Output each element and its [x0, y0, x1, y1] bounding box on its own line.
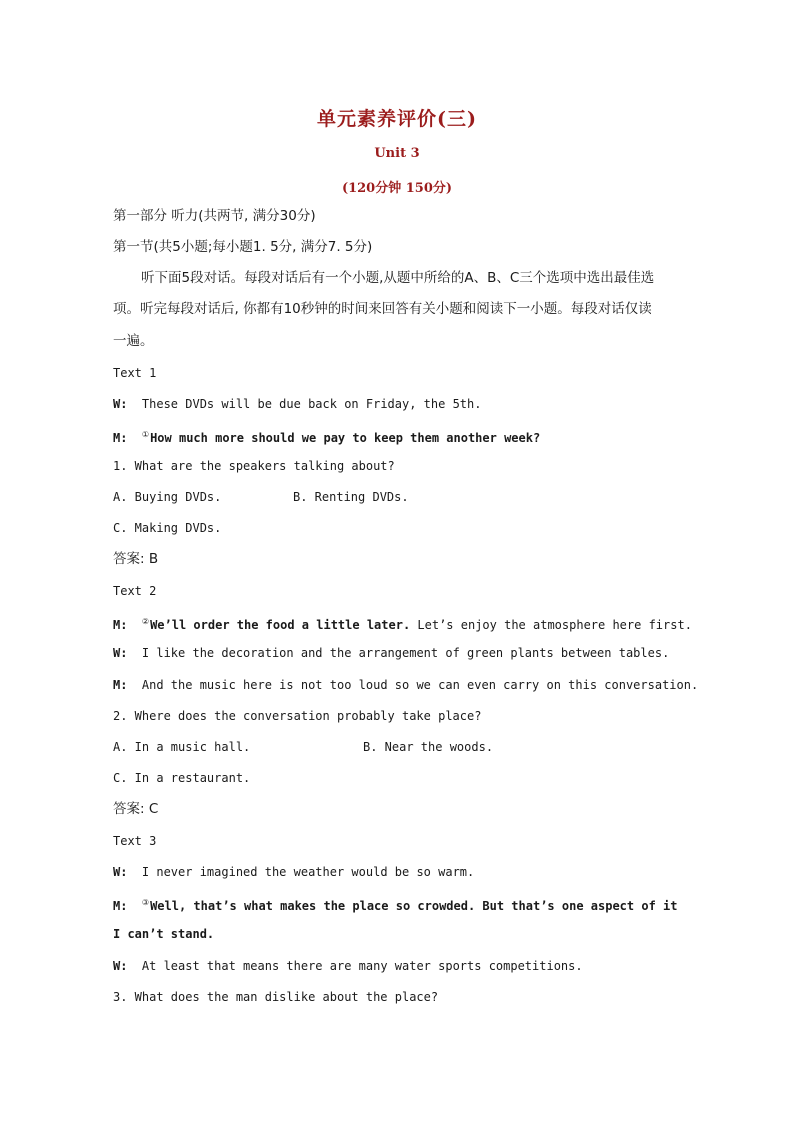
- page-title: 单元素养评价(三): [317, 108, 477, 130]
- text2-label: Text 2: [113, 584, 157, 598]
- dialogue-line: [113, 613, 692, 634]
- dialogue-text: And the music here is not too loud so we can even carry on this conversation.: [141, 678, 699, 692]
- speaker-label: M:: [113, 899, 128, 913]
- option-b: B. Near the woods.: [363, 740, 494, 754]
- unit-label: Unit 3: [374, 146, 420, 161]
- section-heading: 第一节(共5小题;每小题1. 5分, 满分7. 5分): [113, 239, 373, 255]
- dialogue-text-bold-cont: I can’t stand.: [113, 927, 215, 941]
- dialogue-line: [113, 894, 683, 915]
- dialogue-text: I like the decoration and the arrangement of green plants between tables.: [141, 646, 670, 660]
- footnote-marker: ③: [141, 898, 150, 907]
- dialogue-text-bold: Well, that’s what makes the place so crowded. But that’s one aspect of it: [150, 899, 678, 913]
- option-c: C. In a restaurant.: [113, 771, 251, 785]
- dialogue-text: I never imagined the weather would be so warm.: [141, 865, 475, 879]
- time-score-label: (120分钟 150分): [341, 181, 453, 196]
- dialogue-line: [113, 957, 683, 975]
- dialogue-line: [113, 863, 683, 881]
- dialogue-text: Let’s enjoy the atmosphere here first.: [410, 618, 692, 632]
- options-row: [113, 488, 683, 506]
- instruction-line-1: 听下面5段对话。每段对话后有一个小题,从题中所给的A、B、C三个选项中选出最佳选: [141, 270, 655, 286]
- speaker-label: M:: [113, 618, 128, 632]
- option-a: A. Buying DVDs.: [113, 490, 222, 504]
- dialogue-text-bold: We’ll order the food a little later.: [150, 618, 411, 632]
- footnote-marker: ①: [141, 430, 150, 439]
- speaker-label: W:: [113, 865, 128, 879]
- dialogue-line: [113, 426, 683, 447]
- part-heading: 第一部分 听力(共两节, 满分30分): [113, 208, 316, 224]
- footnote-marker: ②: [141, 617, 150, 626]
- text3-label: Text 3: [113, 834, 157, 848]
- instruction-line-2: 项。听完每段对话后, 你都有10秒钟的时间来回答有关小题和阅读下一小题。每段对话仅读: [113, 301, 652, 317]
- option-b: B. Renting DVDs.: [293, 490, 409, 504]
- options-row: [113, 738, 683, 756]
- instruction-line-3: 一遍。: [113, 333, 154, 349]
- question-2: 2. Where does the conversation probably take place?: [113, 709, 482, 723]
- speaker-label: M:: [113, 431, 128, 445]
- dialogue-line: [113, 676, 699, 694]
- speaker-label: M:: [113, 678, 128, 692]
- option-c: C. Making DVDs.: [113, 521, 222, 535]
- dialogue-text: These DVDs will be due back on Friday, the 5th.: [141, 397, 482, 411]
- dialogue-line: [113, 395, 683, 413]
- speaker-label: W:: [113, 646, 128, 660]
- dialogue-text: At least that means there are many water sports competitions.: [141, 959, 583, 973]
- answer-1: 答案: B: [113, 551, 159, 567]
- dialogue-line: [113, 644, 683, 662]
- text1-label: Text 1: [113, 366, 157, 380]
- speaker-label: W:: [113, 397, 128, 411]
- answer-2: 答案: C: [113, 801, 159, 817]
- question-1: 1. What are the speakers talking about?: [113, 459, 395, 473]
- question-3: 3. What does the man dislike about the place?: [113, 990, 439, 1004]
- option-a: A. In a music hall.: [113, 740, 251, 754]
- dialogue-text-bold: How much more should we pay to keep them another week?: [150, 431, 541, 445]
- speaker-label: W:: [113, 959, 128, 973]
